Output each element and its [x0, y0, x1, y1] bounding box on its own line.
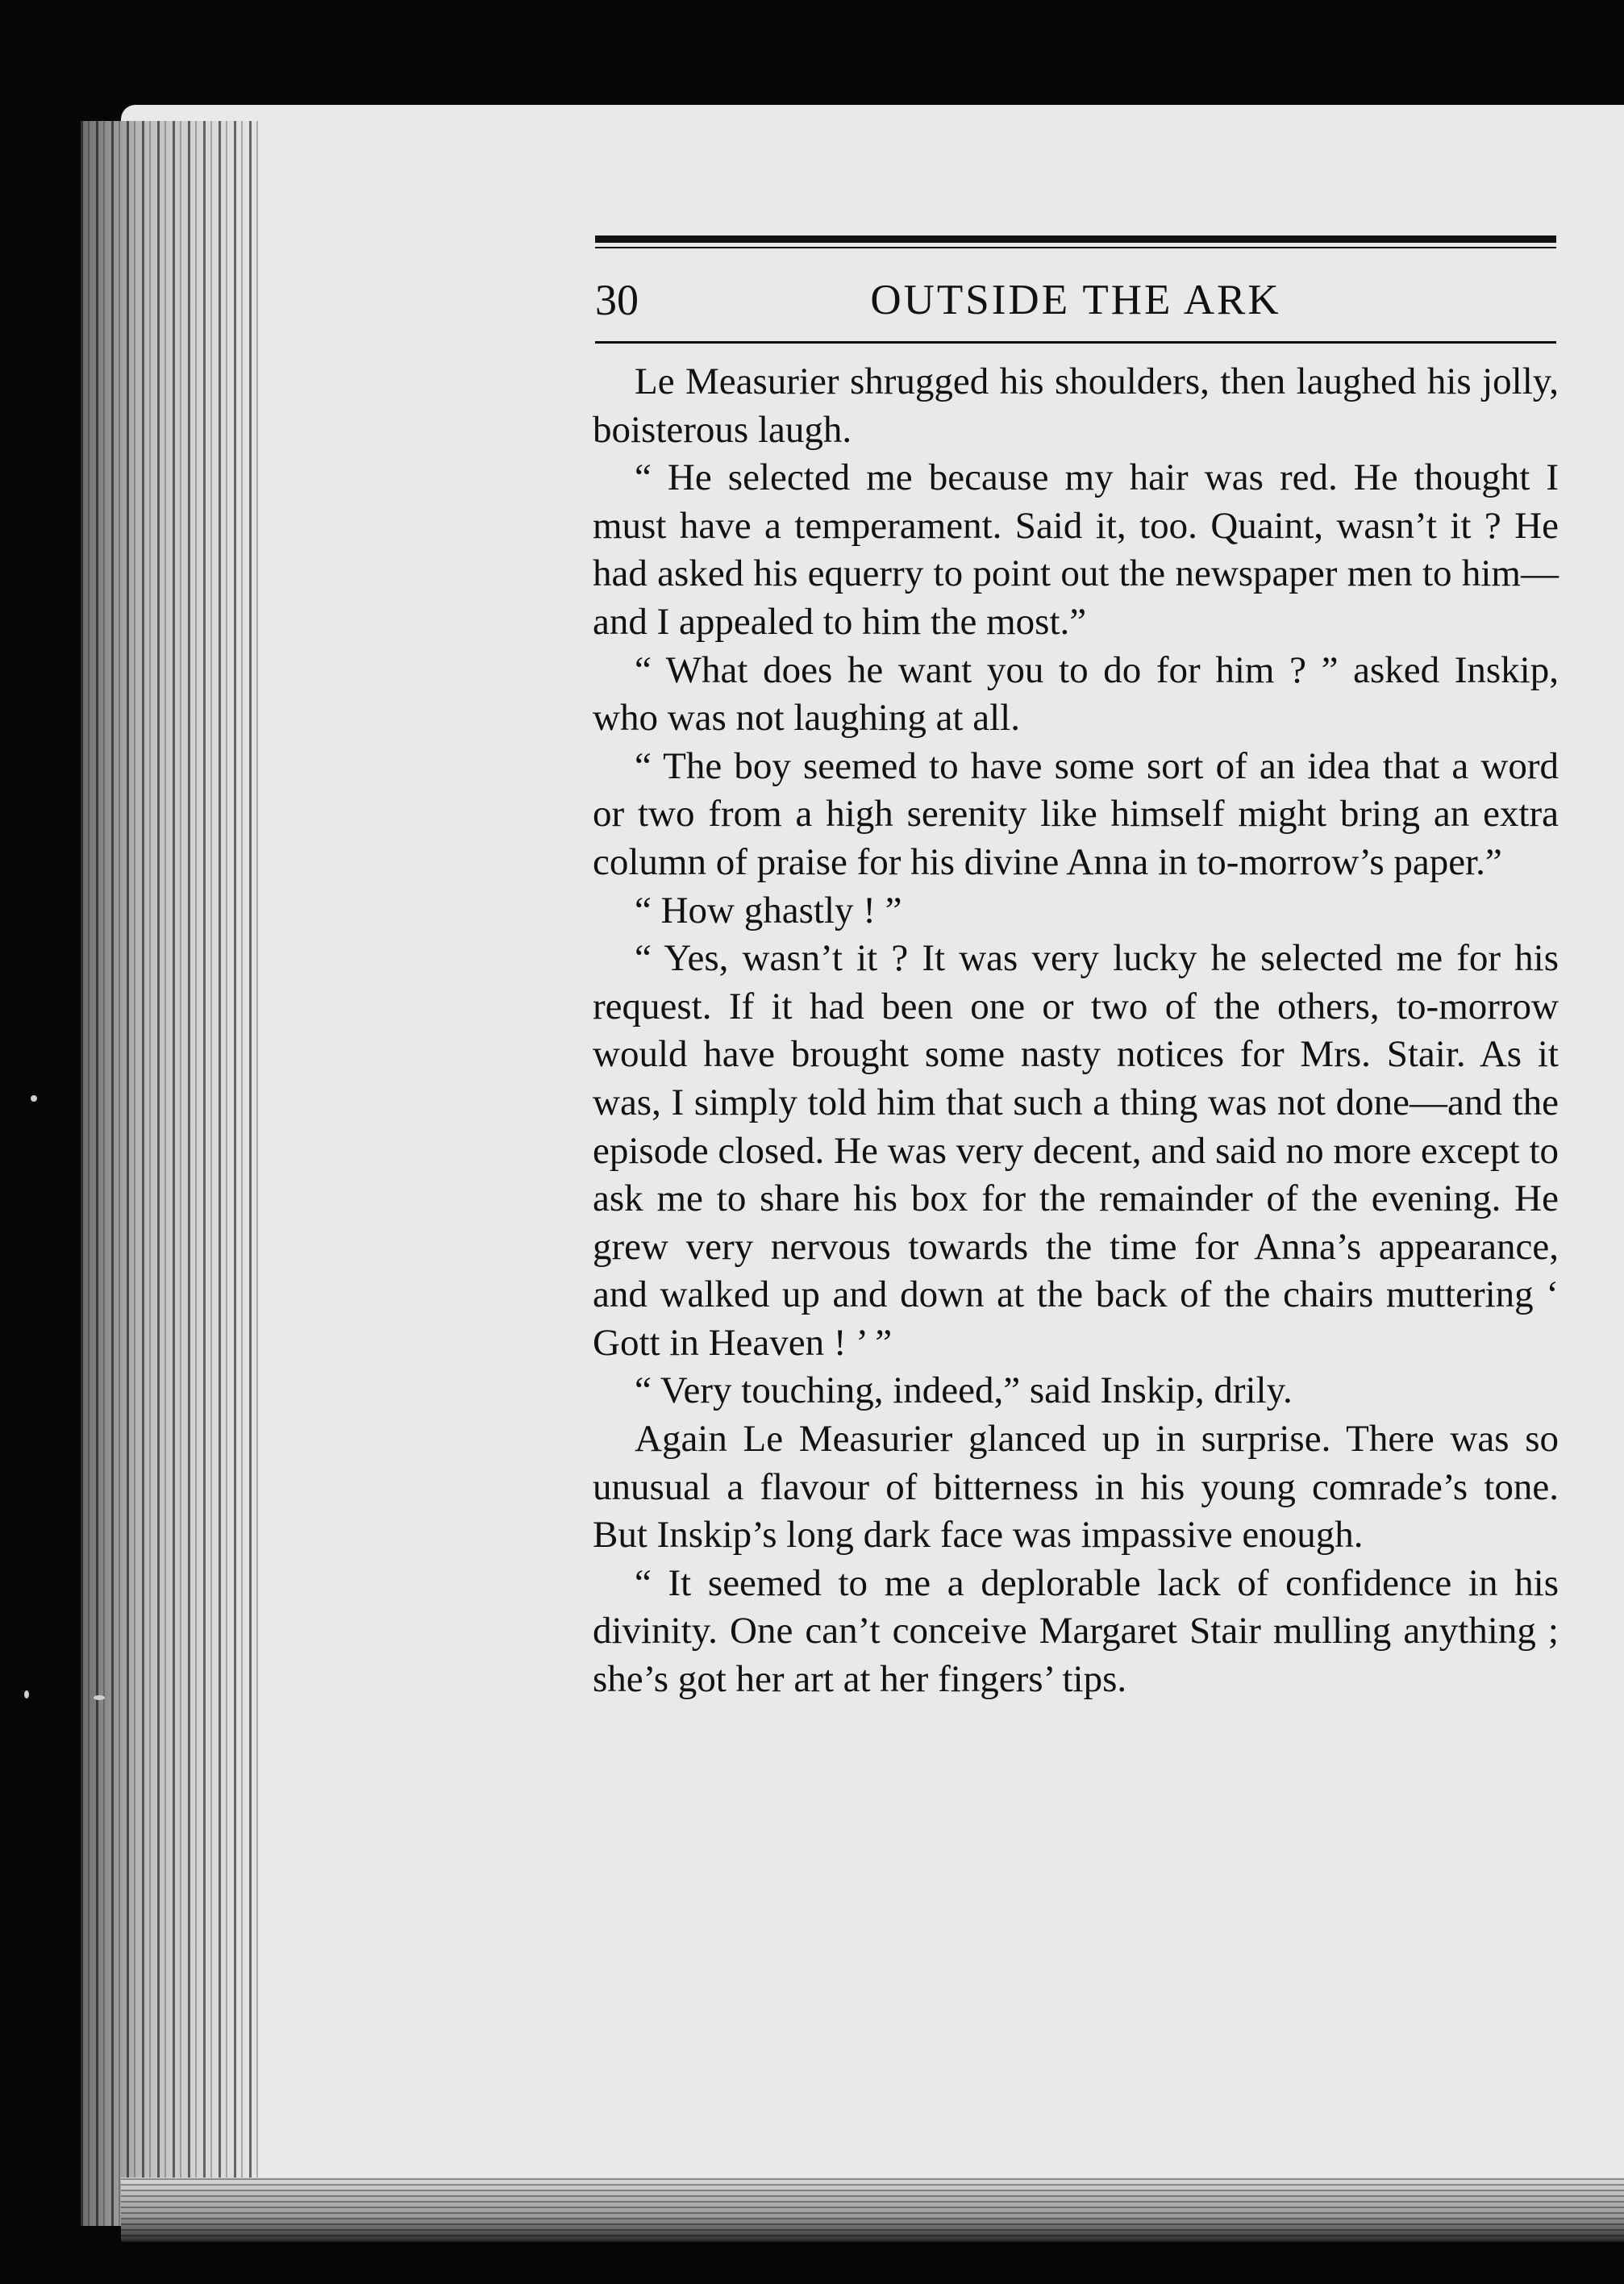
header-rule-bottom [595, 341, 1556, 344]
paragraph: “ What does he want you to do for him ? ” asked Inskip, who was not laughing at all. [593, 648, 1559, 740]
header-rule-thick [595, 235, 1556, 243]
page-bottom-edge [121, 2178, 1624, 2242]
scan-speck [31, 1095, 37, 1102]
paragraph: Le Measurier shrugged his shoulders, then laughed his jolly, boisterous laugh. [593, 361, 1559, 451]
header-rule-thin [595, 247, 1556, 248]
paragraph: Again Le Measurier glanced up in surprise. There was so unusual a flavour of bitterness in his young comrade’s tone. But Inskip’s long dark face was impassive enough. [593, 1418, 1559, 1557]
paragraph: “ The boy seemed to have some sort of an idea that a word or two from a high serenity like himself might bring an extra column of praise for his divine Anna in to-morrow’s paper.” [593, 744, 1559, 883]
running-title: OUTSIDE THE ARK [870, 277, 1281, 323]
body-text [593, 358, 1559, 1704]
book-spine-edge [81, 121, 258, 2226]
paragraph: “ He selected me because my hair was red. He thought I must have a temperament. Said it, too. Quaint, wasn’t it ? He had asked his equerry to point out the newspaper men to him—and I appealed to him the most.” [593, 456, 1559, 643]
scan-speck [24, 1690, 29, 1698]
paragraph: “ Very touching, indeed,” said Inskip, drily. [635, 1369, 1293, 1412]
paragraph: “ It seemed to me a deplorable lack of confidence in his divinity. One can’t conceive Margaret Stair mulling anything ; she’s got her art at her fingers’ tips. [593, 1561, 1559, 1701]
page-number: 30 [595, 276, 639, 324]
scan-speck [94, 1695, 105, 1700]
paragraph: “ How ghastly ! ” [635, 889, 902, 932]
paragraph: “ Yes, wasn’t it ? It was very lucky he selected me for his request. If it had been one or two of the others, to-morrow would have brought some nasty notices for Mrs. Stair. As it was, I simply told him that such a thing was not done—and the episode closed. He was very decent, and said no more except to ask me to share his box for the remainder of the evening. He grew very nervous towards the time for Anna’s appearance, and walked up and down at the back of the chairs muttering ‘ Gott in Heaven ! ’ ” [593, 937, 1559, 1364]
running-head [595, 268, 1556, 332]
